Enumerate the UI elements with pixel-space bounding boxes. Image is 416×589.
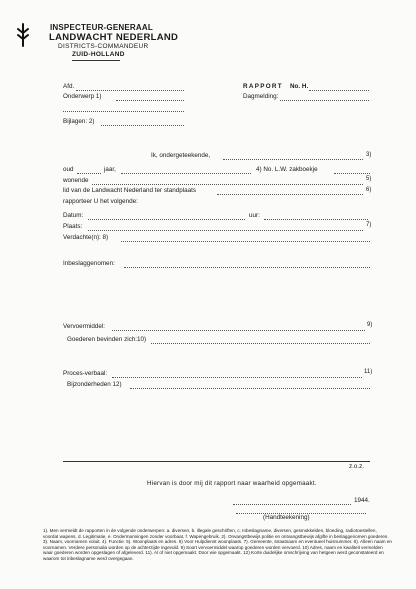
- inbeslaggenomen-label: Inbeslaggenomen:: [63, 260, 115, 267]
- header-line-4: ZUID-HOLLAND: [72, 51, 125, 58]
- vervoermiddel-line: [112, 330, 365, 331]
- note-9: 9): [367, 322, 373, 328]
- rapport-no-label: No. H.: [290, 83, 309, 90]
- rapporteer-label: rapporteer U het volgende:: [63, 198, 138, 205]
- bijzonderheden-end-line: [63, 461, 370, 462]
- rapport-label: RAPPORT: [243, 83, 283, 90]
- date-line: [233, 504, 351, 505]
- afd-line: [76, 90, 184, 91]
- bijzonderheden-line: [130, 388, 370, 389]
- note-3: 3): [366, 152, 372, 158]
- bijzonderheden-label: Bijzonderheden 12): [67, 381, 122, 388]
- wonende-label: wonende: [63, 177, 89, 184]
- note-6: 6): [366, 187, 372, 193]
- vervoermiddel-label: Vervoermiddel:: [63, 323, 105, 330]
- verdachte-label: Verdachte(n): 8): [63, 234, 109, 241]
- hiervan-statement: Hiervan is door mij dit rapport naar waarheid opgemaakt.: [147, 480, 317, 487]
- header-underline: [72, 60, 120, 61]
- uur-label: uur:: [249, 212, 260, 219]
- bijlagen-label: Bijlagen: 2): [63, 118, 95, 125]
- goederen-label: Goederen bevinden zich:10): [67, 336, 147, 343]
- onderwerp-line: [116, 100, 184, 101]
- procesverbaal-label: Proces-verbaal:: [63, 370, 108, 377]
- jaar-line: [121, 173, 251, 174]
- standplaats-line: [217, 194, 363, 195]
- header-line-1: INSPECTEUR-GENERAAL: [50, 23, 153, 32]
- datum-line: [88, 219, 245, 220]
- wonende-line: [92, 184, 363, 185]
- note-5: 5): [366, 176, 372, 182]
- ondergeteekende-line: [223, 159, 363, 160]
- plaats-line: [88, 230, 363, 231]
- verdachte-line: [121, 241, 370, 242]
- onderwerp-label: Onderwerp 1): [63, 93, 102, 100]
- header-line-3: DISTRICTS-COMMANDEUR: [58, 43, 149, 50]
- ondergeteekende-label: Ik, ondergeteekende,: [151, 152, 211, 159]
- jaar-label: jaar,: [104, 166, 116, 173]
- lw-zakboekje-line: [334, 173, 370, 174]
- note-11: 11): [364, 369, 373, 375]
- lw-zakboekje-label: 4) No. L.W. zakboekje: [256, 166, 318, 173]
- footnotes: 1). Men vermeldt de rapporten in de volgende onderwerpen: a. diversen, b. illegale geschriften, c. Inbeslagname, diversen, gesmokkelden, bloeding, radiotoestellen, voordat wapens, d. Legitimatie, e. Ondermanningen zonder voorbaat, f. Wapengebruik. 2). Onvangstbewijs politie en ontvangstbewijs afgifte in beslaggenomen goederen. 3). Naam, voornamen voluit. 4). Functie. 5). Woonplaats en adres. 6) Voor Hulpdienst woonplaats. 7). Gemeente, straatnaam en eventueel huisnummer. 8). Alleen naam en voornamen. Verdere personalia worden op de achterzijde ingevuld. 9) Soort vervoermiddel waarop goederen worden vervoerd. 10) Adres, naam en kwaliteit vermelden waar goederen worden opgeslagen of afgeleverd. 11). Al of niet opgemaakt. Door wie opgemaakt. 12) Korte duidelijke omschrijving van hetgeen werd geconstateerd en waarom tot inbeslagname werd overgegaan.: [43, 528, 392, 561]
- bijlagen-line: [101, 125, 184, 126]
- uur-line: [264, 219, 368, 220]
- oud-line: [77, 173, 101, 174]
- oud-label: oud: [63, 166, 74, 173]
- afd-label: Afd.: [63, 83, 75, 90]
- dagmelding-line: [280, 100, 369, 101]
- plaats-label: Plaats:: [63, 223, 83, 230]
- rapport-no-line: [309, 90, 369, 91]
- onderwerp-line-2: [63, 111, 184, 112]
- dagmelding-label: Dagmelding:: [243, 93, 279, 100]
- lid-label: lid van de Landwacht Nederland ter standplaats: [63, 187, 197, 194]
- zoz-label: z.o.z.: [349, 463, 365, 470]
- note-7: 7): [366, 222, 372, 228]
- procesverbaal-line: [112, 377, 362, 378]
- datum-label: Datum:: [63, 212, 84, 219]
- header-line-2: LANDWACHT NEDERLAND: [49, 32, 179, 43]
- landwacht-emblem-icon: [16, 23, 30, 47]
- goederen-line: [151, 343, 370, 344]
- handteekening-label: (Handteekening): [263, 514, 310, 521]
- inbeslaggenomen-line: [124, 267, 370, 268]
- year-label: 1944.: [354, 497, 370, 504]
